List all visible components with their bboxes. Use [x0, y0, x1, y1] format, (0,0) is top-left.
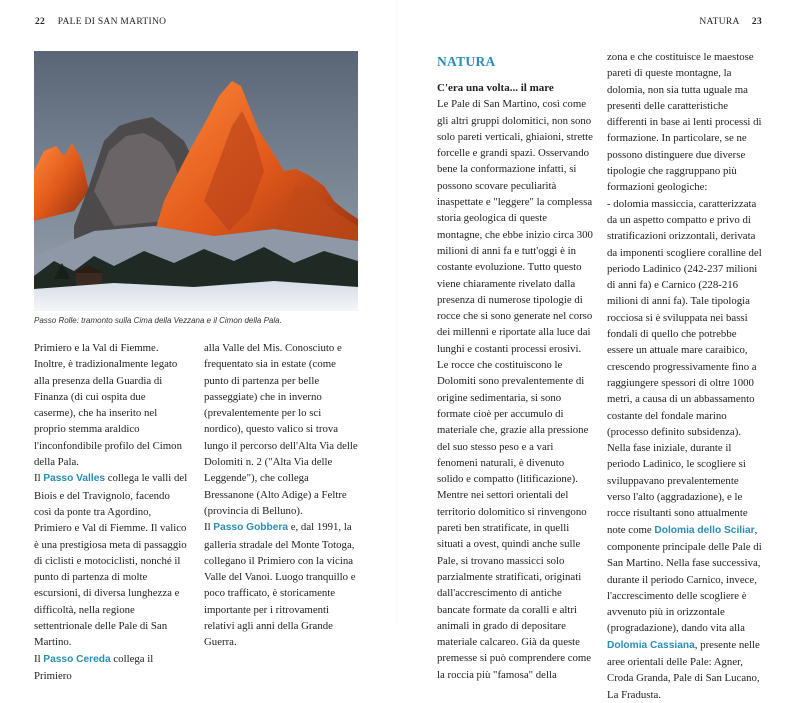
paragraph: Primiero e la Val di Fiemme. Inoltre, è tradizionalmente legato alla presenza della Guardia di Finanza (di cui ospita due caserme), che ha inserito nel proprio stemma araldico l'inconfondibile profilo del Cimon della Pala.	[34, 342, 182, 469]
paragraph	[34, 651, 189, 685]
right-page-column-1	[437, 80, 593, 683]
paragraph: zona e che costituisce le maestose pareti di queste montagne, la dolomia, non sia tutta uguale ma presenti delle caratteristiche differenti in base ai lenti processi di formazione. In particolare, se ne possono distinguere due diverse tipologie che raggruppano più formazioni geologiche:	[607, 51, 762, 194]
left-running-title: PALE DI SAN MARTINO	[57, 17, 167, 27]
paragraph-text: , componente principale delle Pale di San Martino. Nella fase successiva, durante il periodo Carnico, invece, l'accrescimento delle scogliere è avvenuto più in orizzontale (progradazione), dando vita alla	[607, 523, 762, 635]
paragraph-text: - dolomia massiccia, caratterizzata da un aspetto compatto e privo di stratificazioni orizzontali, derivata da imponenti scogliere coralline del periodo Ladinico (242-237 milioni di anni fa) e Carnico (228-216 milioni di anni fa). Tale tipologia rocciosa si è sviluppata nei bassi fondali di quello che potrebbe essere un attuale mare caraibico, crescendo progressivamente fino a raggiungere spessori di oltre 1000 metri, a causa di un abbassamento costante del fondale marino (processo definito subsidenza). Nella fase iniziale, durante il periodo Ladinico, le scogliere si sviluppavano prevalentemente verso l'alto (aggradazione), e le rocce risultanti sono attualmente note come	[607, 197, 762, 536]
text-prefix: Il	[34, 472, 44, 485]
left-page-column-1	[34, 340, 189, 684]
right-running-title: NATURA	[699, 17, 740, 27]
subheading: C'era una volta... il mare	[437, 82, 554, 94]
passo-valles-term: Passo Valles	[43, 473, 106, 485]
paragraph-text: e, dal 1991, la galleria stradale del Monte Totoga, collegano il Primiero con la vicina Valle del Vanoi. Luogo tranquillo e poco trafficato, è storicamente importante per i ritrovamenti relativi agli anni della Grande Guerra.	[204, 521, 356, 649]
photo-caption: Passo Rolle: tramonto sulla Cima della Vezzana e il Cimon della Pala.	[34, 316, 282, 325]
right-page-number: 23	[751, 17, 762, 27]
paragraph-text: collega il Primiero	[34, 652, 154, 682]
paragraph-text: , presente nelle aree orientali delle Pale: Agner, Croda Granda, Pale di San Lucano, La Fradusta.	[607, 638, 760, 701]
paragraph	[607, 196, 764, 703]
section-title: NATURA	[437, 54, 496, 69]
left-page-header	[35, 17, 166, 27]
paragraph: alla Valle del Mis. Conosciuto e frequentato sia in estate (come punto di partenza per belle passeggiate) che in inverno (prevalentemente per lo sci nordico), questo valico si trova lungo il percorso dell'Alta Via delle Dolomiti n. 2 ("Alta Via delle Leggende"), che collega Bressanone (Alto Adige) a Feltre (provincia di Belluno).	[204, 342, 358, 517]
paragraph-text: collega le valli del Biois e del Travignolo, facendo così da ponte tra Agordino, Primiero e Val di Fiemme. Il valico è una prestigiosa meta di passaggio di ciclisti e motociclisti, nonché il punto di partenza di molte escursioni, di diversa lunghezza e difficoltà, nella regione settentrionale delle Pale di San Martino.	[34, 472, 188, 649]
right-page-header	[699, 17, 762, 27]
page-fold	[396, 0, 398, 624]
passo-gobbera-term: Passo Gobbera	[213, 522, 289, 534]
dolomia-sciliar-term: Dolomia dello Sciliar	[654, 524, 755, 536]
passo-cereda-term: Passo Cereda	[43, 653, 111, 665]
dolomia-cassiana-term: Dolomia Cassiana	[607, 639, 695, 651]
paragraph: Le rocce che costituiscono le Dolomiti sono prevalentemente di origine sedimentaria, si sono formate cioè per accumulo di materiale che, grazie alla pressione del suo stesso peso e a vari fenomeni naturali, è divenuto solido e compatto (litificazione).	[437, 359, 589, 486]
text-prefix: Il	[34, 652, 44, 665]
paragraph: Le Pale di San Martino, così come gli altri gruppi dolomitici, non sono solo pareti verticali, ghiaioni, strette forcelle e grandi spazi. Osservando bene la conformazione infatti, si possono scovare peculiarità inaspettate e "leggere" la complessa storia geologica di queste montagne, che ebbe inizio circa 300 milioni di anni fa e tutt'oggi è in costante evoluzione. Tutto questo viene chiaramente rivelato dalla presenza di numerose tipologie di rocce che si sono generate nel corso dei millenni e riportate alla luce dai lunghi e costanti processi erosivi.	[437, 98, 593, 355]
paragraph: Mentre nei settori orientali del territorio dolomitico si rinvengono pareti ben stratificate, in quelli situati a ovest, quindi anche sulle Pale, si trovano massicci solo parzialmente stratificati, originati dall'accrescimento di antiche bancate formate da coralli e altri animali in grado di depositare materiale calcareo. Già da queste premesse si può comprendere come la roccia più "famosa" della	[437, 489, 592, 681]
left-page-column-2	[204, 340, 359, 651]
text-prefix: Il	[204, 521, 214, 534]
left-page-number: 22	[35, 17, 46, 27]
right-page-column-2	[607, 49, 764, 703]
paragraph	[204, 519, 359, 650]
mountain-sunset-photo	[34, 51, 358, 311]
